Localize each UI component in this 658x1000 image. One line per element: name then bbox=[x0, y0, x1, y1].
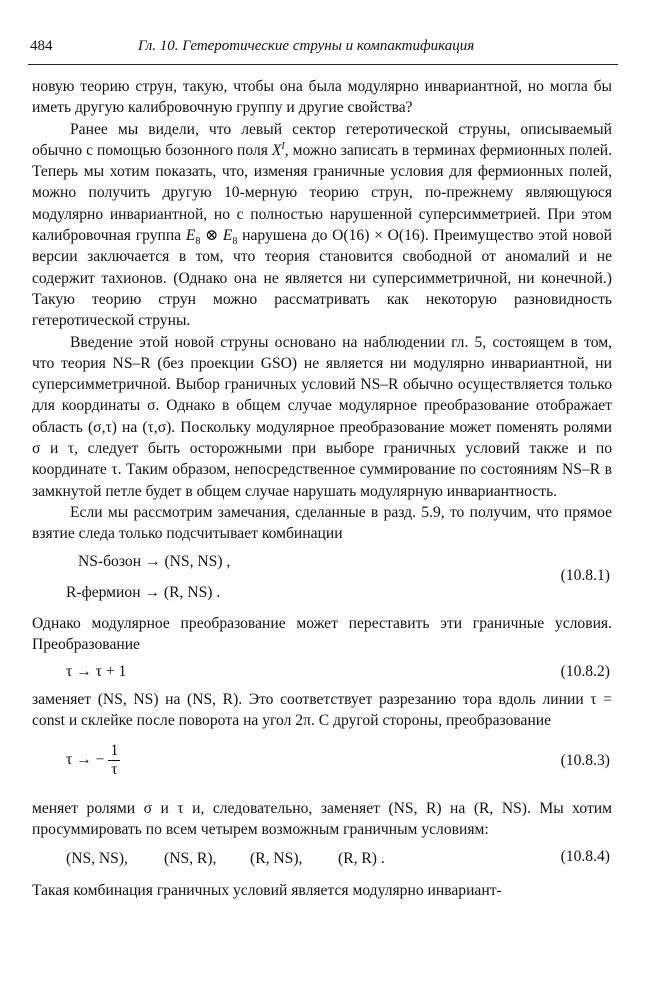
eq1-line2: R-фермион → (R, NS) . bbox=[66, 583, 221, 601]
header-rule bbox=[28, 64, 618, 65]
eq3-lhs: τ → − bbox=[66, 750, 105, 768]
equation-number-3: (10.8.3) bbox=[560, 751, 610, 769]
eq3-numerator: 1 bbox=[110, 741, 119, 759]
equation-number-2: (10.8.2) bbox=[560, 663, 610, 681]
paragraph-1: новую теорию струн, такую, чтобы она была модулярно инвариантной, но могла бы иметь другую калибровочную группу и другие свойства? bbox=[32, 78, 612, 117]
equation-10-8-1 bbox=[32, 551, 612, 605]
eq3-denominator: τ bbox=[111, 760, 118, 778]
equation-number-4: (10.8.4) bbox=[560, 848, 610, 866]
eq4-term-3: (R, NS), bbox=[250, 850, 303, 868]
math-otimes: ⊗ bbox=[200, 227, 223, 245]
paragraph-3: Введение этой новой струны основано на наблюдении гл. 5, состоящем в том, что теория NS–R (без проекции GSO) не является ни модулярно инвариантной, ни суперсимметричной. Выбор граничных условий NS–R обычно осуществляется только для координаты σ. Однако в общем случае модулярное преобразование отображает область (σ,τ) на (τ,σ). Поскольку модулярное преобразование может поменять ролями σ и τ, следует быть осторожными при выборе граничных условий также и по координате τ. Таким образом, непосредственное суммирование по состояниям NS–R в замкнутой петле будет в общем случае нарушать модулярную инвариантность. bbox=[32, 333, 612, 500]
paragraph-7: меняет ролями σ и τ и, следовательно, заменяет (NS, R) на (R, NS). Мы хотим просуммировать по всем четырем возможным граничным условиям: bbox=[32, 799, 612, 839]
eq4-term-4: (R, R) . bbox=[338, 850, 385, 868]
paragraph-8: Такая комбинация граничных условий является модулярно инвариант- bbox=[32, 882, 502, 900]
equation-10-8-3 bbox=[32, 738, 612, 790]
paragraph-6: заменяет (NS, NS) на (NS, R). Это соответствует разрезанию тора вдоль линии τ = const и склейке после поворота на угол 2π. С другой стороны, преобразование bbox=[32, 691, 612, 730]
math-x-superscript: I bbox=[281, 140, 285, 152]
eq2-expression: τ → τ + 1 bbox=[66, 663, 127, 681]
running-header bbox=[28, 38, 616, 60]
math-e8-left: E bbox=[185, 227, 196, 245]
equation-10-8-4 bbox=[32, 846, 612, 874]
equation-number-1: (10.8.1) bbox=[560, 566, 610, 584]
page-body bbox=[32, 76, 612, 902]
eq4-term-2: (NS, R), bbox=[164, 850, 217, 868]
math-x: X bbox=[271, 141, 282, 159]
math-e8-left-subscript: 8 bbox=[195, 236, 201, 248]
eq3-fraction bbox=[108, 742, 120, 779]
running-title: Гл. 10. Гетеротические струны и компактификация bbox=[138, 38, 475, 54]
paragraph-2: Ранее мы видели, что левый сектор гетеротической струны, описываемый обычно с помощью бозонного поля $X^I$, можно записать в терминах фермионных полей. Теперь мы хотим показать, что, изменяя граничные условия для фермионных полей, можно получить другую 10-мерную теорию струн, по-прежнему являющуюся модулярно инвариантной, но с полностью нарушенной суперсимметрией. При этом калибровочная группа $E_8$ ⊗ $E_8$ нарушена до O(16) × O(16). Преимущество этой новой версии заключается в том, что теория становится свободной от аномалий и не содержит тахионов. (Однако она не является ни суперсимметричной, ни конечной.) Такую теорию струн можно рассматривать как некоторую разновидность гетеротической струны. bbox=[32, 120, 613, 330]
math-e8-right: E bbox=[222, 227, 233, 245]
equation-10-8-2 bbox=[32, 659, 612, 685]
page-number: 484 bbox=[30, 38, 53, 54]
eq4-term-1: (NS, NS), bbox=[66, 850, 128, 868]
math-e8-right-subscript: 8 bbox=[232, 236, 238, 248]
paragraph-4: Если мы рассмотрим замечания, сделанные в разд. 5.9, то получим, что прямое взятие следа только подсчитывает комбинации bbox=[32, 503, 612, 543]
paragraph-5: Однако модулярное преобразование может переставить эти граничные условия. Преобразование bbox=[32, 614, 612, 653]
eq1-line1: NS-бозон → (NS, NS) , bbox=[78, 552, 231, 570]
